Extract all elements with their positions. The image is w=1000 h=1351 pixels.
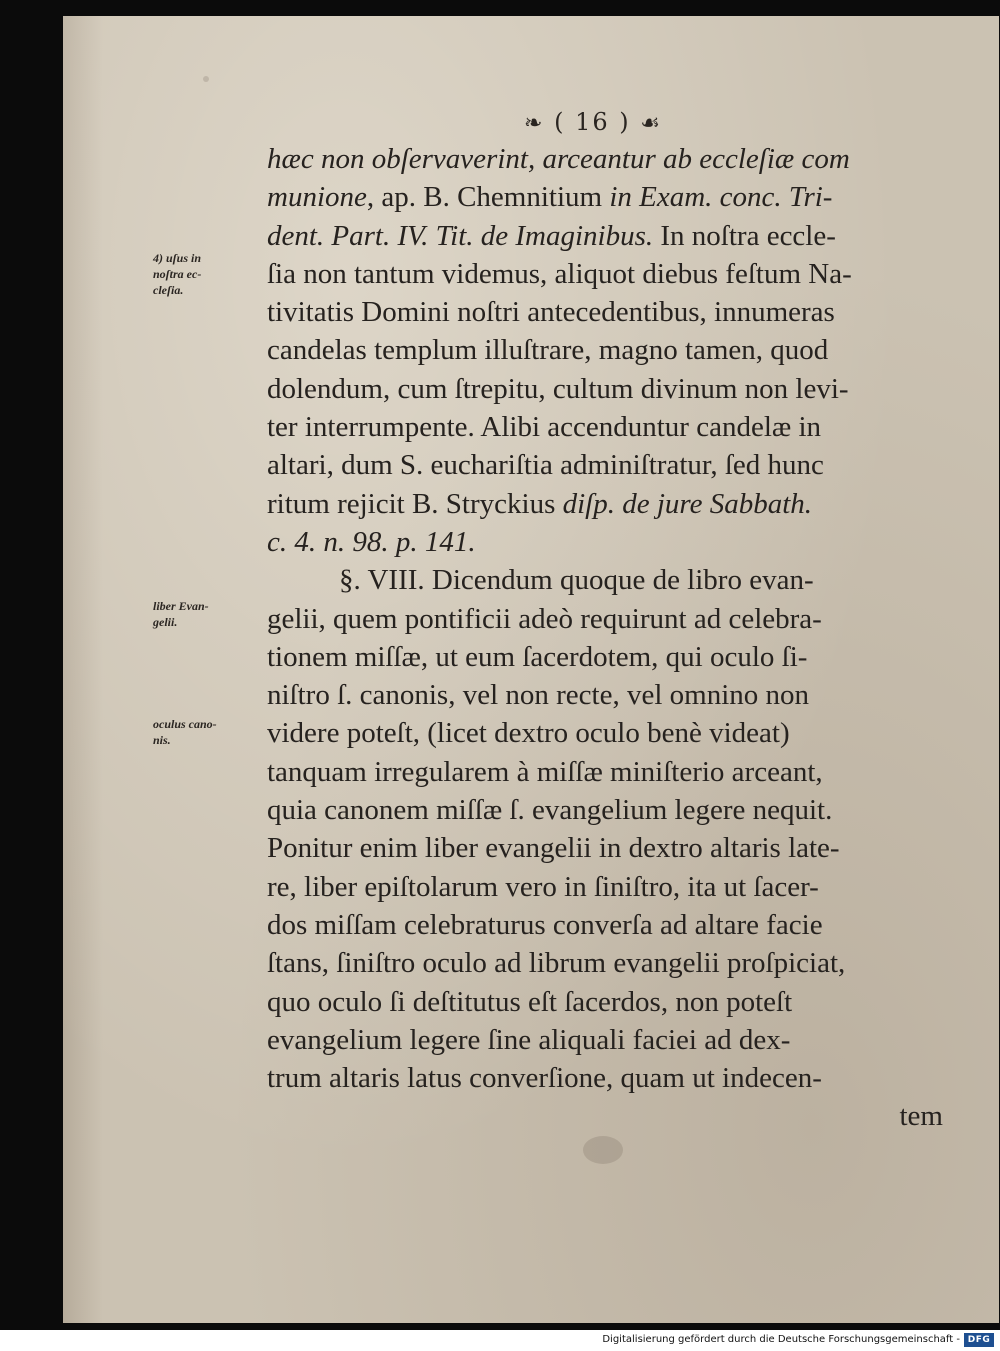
text-segment: dos miſſam celebraturus converſa ad altare facie <box>267 908 823 941</box>
text-segment: in Exam. conc. Tri- <box>609 181 833 214</box>
text-line <box>267 370 943 408</box>
text-line <box>267 140 943 178</box>
text-segment: ſia non tantum videmus, aliquot diebus feſtum Na- <box>267 257 852 290</box>
text-line <box>267 791 943 829</box>
text-line <box>267 944 943 982</box>
text-segment: re, liber epiſtolarum vero in ſiniſtro, ita ut ſacer- <box>267 870 819 903</box>
text-line <box>267 293 943 331</box>
text-line <box>267 217 943 255</box>
text-segment: evangelium legere ſine aliquali faciei ad dex- <box>267 1023 791 1056</box>
text-segment: quo oculo ſi deſtitutus eſt ſacerdos, non poteſt <box>267 985 793 1018</box>
margin-note-line: noſtra ec- <box>153 267 202 281</box>
catchword: tem <box>899 1100 943 1133</box>
text-line <box>267 1059 943 1097</box>
text-line <box>267 255 943 293</box>
text-line <box>267 408 943 446</box>
book-page <box>63 16 999 1323</box>
text-line <box>267 600 943 638</box>
text-segment: §. VIII. Dicendum quoque de libro evan- <box>339 564 814 597</box>
margin-note-liber <box>153 598 209 630</box>
text-segment: quia canonem miſſæ ſ. evangelium legere nequit. <box>267 794 833 827</box>
text-segment: diſp. de jure Sabbath. <box>562 487 813 520</box>
text-line <box>267 676 943 714</box>
text-segment: trum altaris latus converſione, quam ut indecen- <box>267 1062 822 1095</box>
margin-note-line: 4) uſus in <box>153 251 202 265</box>
text-segment: munione <box>267 181 367 214</box>
text-segment: tanquam irregularem à miſſæ miniſterio arceant, <box>267 755 823 788</box>
text-segment: tionem miſſæ, ut eum ſacerdotem, qui oculo ſi- <box>267 640 808 673</box>
margin-note-usus <box>153 250 201 298</box>
page-number: ( 16 ) <box>554 108 631 136</box>
margin-note-line: cleſia. <box>153 283 184 297</box>
text-segment: videre poteſt, (licet dextro oculo benè videat) <box>267 717 790 750</box>
text-segment: tivitatis Domini noſtri antecedentibus, innumeras <box>267 296 835 329</box>
text-line <box>267 868 943 906</box>
text-segment: Ponitur enim liber evangelii in dextro altaris late- <box>267 832 840 865</box>
text-line <box>267 1021 943 1059</box>
text-line <box>267 983 943 1021</box>
text-line <box>267 446 943 484</box>
footer-credit: Digitalisierung gefördert durch die Deutsche Forschungsgemeinschaft - <box>602 1334 960 1345</box>
text-segment: ritum rejicit B. Stryckius <box>267 487 563 520</box>
margin-note-oculus <box>153 716 217 748</box>
text-line <box>267 638 943 676</box>
text-line <box>267 331 943 369</box>
text-segment: candelas templum illuſtrare, magno tamen, quod <box>267 334 829 367</box>
running-header <box>493 108 693 136</box>
body-text <box>267 140 943 1136</box>
digitization-footer <box>0 1330 1000 1351</box>
paper-stain <box>203 76 209 82</box>
text-segment: ſtans, ſiniſtro oculo ad librum evangelii proſpiciat, <box>267 947 846 980</box>
margin-note-line: gelii. <box>153 615 178 629</box>
text-segment: niſtro ſ. canonis, vel non recte, vel omnino non <box>267 679 810 712</box>
text-segment: In noſtra eccle- <box>653 219 836 252</box>
margin-note-line: liber Evan- <box>153 599 209 613</box>
text-line <box>267 753 943 791</box>
text-line <box>267 178 943 216</box>
paper-stain <box>583 1136 623 1164</box>
text-segment: ter interrumpente. Alibi accenduntur candelæ in <box>267 411 822 444</box>
text-segment: , ap. B. Chemnitium <box>366 181 610 214</box>
text-line <box>267 829 943 867</box>
text-line <box>267 485 943 523</box>
text-line <box>267 523 943 561</box>
text-segment: dent. Part. IV. Tit. de Imaginibus. <box>267 219 654 252</box>
text-line <box>267 906 943 944</box>
text-segment: altari, dum S. euchariſtia adminiſtratur, ſed hunc <box>267 449 824 482</box>
margin-note-line: nis. <box>153 733 171 747</box>
ornament-right-icon: ☙ <box>640 111 662 136</box>
dfg-logo: DFG <box>964 1333 994 1347</box>
text-segment: c. 4. n. 98. p. 141. <box>267 525 476 558</box>
text-segment: dolendum, cum ſtrepitu, cultum divinum non levi- <box>267 372 849 405</box>
margin-note-line: oculus cano- <box>153 717 217 731</box>
ornament-left-icon: ❧ <box>524 111 545 136</box>
text-line <box>267 714 943 752</box>
text-segment: hæc non obſervaverint, arceantur ab eccleſiæ com <box>267 143 850 175</box>
text-segment: gelii, quem pontificii adeò requirunt ad celebra- <box>267 602 822 635</box>
text-line <box>267 561 943 599</box>
